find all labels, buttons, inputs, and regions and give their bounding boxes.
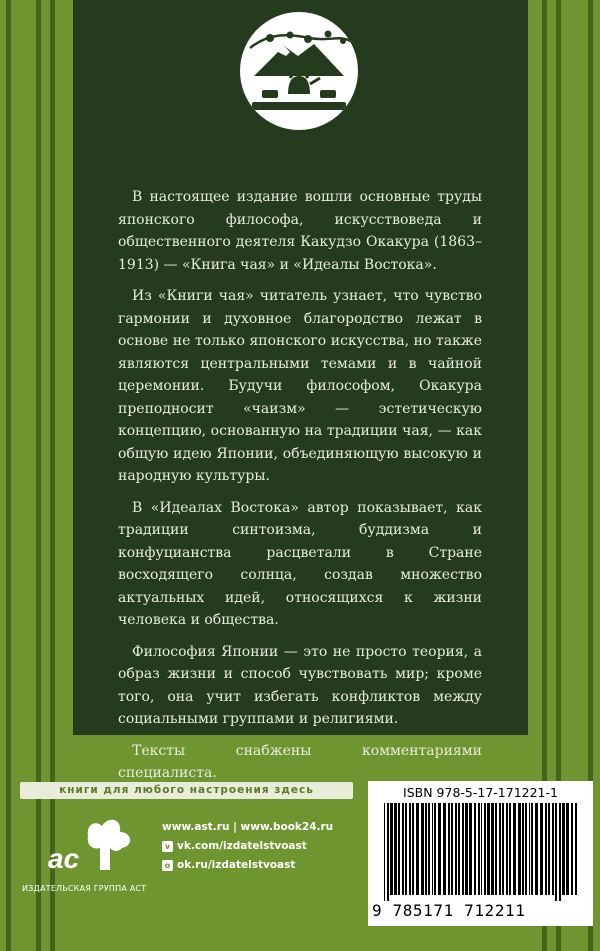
description-paragraph: Из «Книги чая» читатель узнает, что чувство гармонии и духовное благородство лежат в основе не только японского искусства, но также являются центральными темами и в чайной церемонии. Будучи философом, Окакура преподносит «чаизм» — эстетическую концепцию, основанную на традиции чая, — как общую идею Японии, объединяющую высокую и народную культуры.: [118, 288, 482, 484]
barcode-bar: [571, 803, 573, 895]
publisher-name: ИЗДАТЕЛЬСКАЯ ГРУППА АСТ: [22, 884, 147, 893]
barcode-bar: [506, 803, 508, 895]
barcode-bar: [458, 803, 460, 895]
barcode-bar: [499, 803, 501, 895]
barcode-bar: [448, 803, 450, 895]
barcode-bar: [416, 803, 419, 895]
book-description: [118, 186, 482, 794]
barcode-bar: [548, 803, 550, 895]
barcode-bar: [529, 803, 530, 895]
barcode-bar: [481, 803, 482, 895]
ean-digits: 9 785171 712211: [372, 901, 526, 920]
barcode-bar: [409, 803, 411, 895]
barcode-bar: [540, 803, 543, 895]
barcode-bar: [525, 803, 527, 895]
decor-line: [6, 0, 11, 951]
barcode-bar: [575, 803, 577, 895]
description-paragraph: Тексты снабжены комментариями специалиста.: [118, 742, 482, 781]
tagline-banner: книги для любого настроения здесь: [20, 782, 353, 799]
decor-line: [50, 0, 55, 951]
barcode-bar: [491, 803, 494, 895]
barcode-bar: [502, 803, 504, 895]
contact-links: [162, 818, 372, 875]
barcode-bar: [412, 803, 414, 895]
ok-icon: o: [162, 860, 173, 871]
barcode-bar: [545, 803, 547, 895]
barcode-bar: [451, 803, 453, 895]
barcode-bar: [428, 803, 430, 895]
barcode-bar: [432, 803, 433, 895]
barcode-bar: [398, 803, 400, 895]
barcode-bar: [518, 803, 521, 895]
website-link-text[interactable]: www.ast.ru | www.book24.ru: [162, 821, 334, 833]
barcode-bar: [535, 803, 538, 895]
barcode-bar: [531, 803, 533, 895]
barcode-bar: [552, 803, 554, 895]
website-link[interactable]: [162, 818, 372, 837]
description-paragraph: В настоящее издание вошли основные труды японского философа, искусствоведа и общественного деятеля Какудзо Окакура (1863–1913) — «Книга чая» и «Идеалы Востока».: [118, 189, 482, 273]
barcode-bar: [562, 803, 565, 895]
teapot-mountain-icon: [240, 12, 358, 130]
barcode-bar: [402, 803, 404, 895]
barcode-bar: [394, 803, 397, 895]
barcode-bar: [455, 803, 457, 895]
ok-link[interactable]: [162, 856, 372, 875]
decor-line: [36, 0, 41, 951]
description-paragraph: В «Идеалах Востока» автор показывает, как традиции синтоизма, буддизма и конфуцианства расцветали в Стране восходящего солнца, создав множество актуальных идей, относящихся к жизни человека и общества.: [118, 499, 482, 628]
barcode-bar: [509, 803, 511, 895]
barcode-bar: [469, 803, 472, 895]
logo-text: ac: [48, 843, 80, 874]
barcode-bar: [443, 803, 446, 895]
barcode-bar: [462, 803, 464, 895]
vk-link[interactable]: [162, 837, 372, 856]
barcode-bar: [465, 803, 468, 895]
description-paragraph: Философия Японии — это не просто теория, а образ жизни и способ чувствовать мир; кроме того, она учит избегать конфликтов между социальными группами и религиями.: [118, 643, 482, 727]
ast-logo: [42, 812, 142, 880]
barcode-bar: [438, 803, 441, 895]
barcode-bar: [559, 803, 561, 901]
barcode-bar: [566, 803, 569, 895]
barcode-bars: [382, 803, 580, 903]
barcode-bar: [405, 803, 407, 895]
barcode-bar: [513, 803, 516, 895]
barcode-bar: [390, 803, 393, 895]
barcode-bar: [487, 803, 490, 895]
barcode-bar: [495, 803, 497, 895]
ok-link-text[interactable]: ok.ru/izdatelstvoast: [177, 859, 296, 871]
isbn-text: ISBN 978-5-17-171221-1: [403, 785, 558, 800]
barcode-bar: [434, 803, 436, 895]
barcode-bar: [474, 803, 476, 895]
barcode-bar: [478, 803, 480, 895]
vk-link-text[interactable]: vk.com/izdatelstvoast: [177, 840, 307, 852]
barcode-bar: [555, 803, 557, 901]
barcode-bar: [522, 803, 524, 895]
barcode-bar: [384, 803, 385, 901]
barcode-bar: [421, 803, 424, 895]
barcode-bar: [387, 803, 389, 901]
barcode-bar: [484, 803, 486, 895]
barcode-bar: [425, 803, 427, 895]
barcode: [368, 781, 593, 926]
vk-icon: v: [162, 841, 173, 852]
